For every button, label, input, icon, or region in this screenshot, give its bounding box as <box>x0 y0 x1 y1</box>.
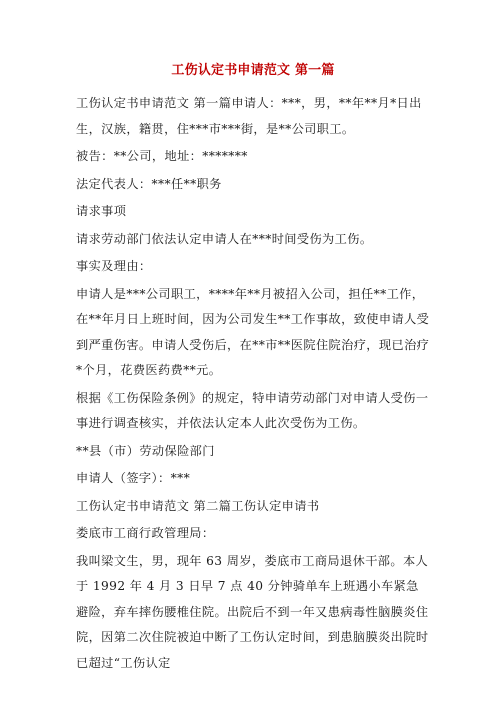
paragraph-second-addressee: 娄底市工商行政管理局： <box>76 526 215 540</box>
paragraph-second-body: 我叫梁文生，男，现年 63 周岁，娄底市工商局退休干部。本人于 1992 年 4 月 3 日早 7 点 40 分钟骑单车上班遇小车紧急避险，弃车摔伤腰椎住院。出院后不到一年又患病毒性脑膜炎住院，因第二次住院被迫中断了工伤认定时间，到患脑膜炎出院时已超过“工伤认定 <box>76 553 429 670</box>
paragraph-facts-content: 申请人是***公司职工，****年**月被招入公司，担任**工作，在**年月日上班时间，因为公司发生**工作事故，致使申请人受到严重伤害。申请人受伤后，在**市**医院住院治疗，现已治疗*个月，花费医药费**元。 <box>76 286 430 377</box>
paragraph-request-content: 请求劳动部门依法认定申请人在***时间受伤为工伤。 <box>76 231 373 246</box>
paragraph-second-title: 工伤认定书申请范文 第二篇工伤认定申请书 <box>76 498 320 513</box>
paragraph-facts-heading: 事实及理由： <box>76 259 152 273</box>
paragraph-request-heading: 请求事项 <box>76 204 127 218</box>
paragraph-legal-basis: 根据《工伤保险条例》的规定，特申请劳动部门对申请人受伤一事进行调查核实，并依法认定本人此次受伤为工伤。 <box>76 390 429 430</box>
document-title: 工伤认定书申请范文 第一篇 <box>171 63 335 78</box>
paragraph-addressee-department: **县（市）劳动保险部门 <box>76 443 215 458</box>
paragraph-legal-representative: 法定代表人：***任**职务 <box>76 176 222 191</box>
paragraph-applicant-info: 工伤认定书申请范文 第一篇申请人：***，男，**年**月*日出生，汉族，籍贯，住***市***街，是**公司职工。 <box>76 96 422 136</box>
paragraph-defendant: 被告：**公司，地址：******* <box>76 149 248 163</box>
paragraph-signature: 申请人（签字）：*** <box>76 471 191 485</box>
